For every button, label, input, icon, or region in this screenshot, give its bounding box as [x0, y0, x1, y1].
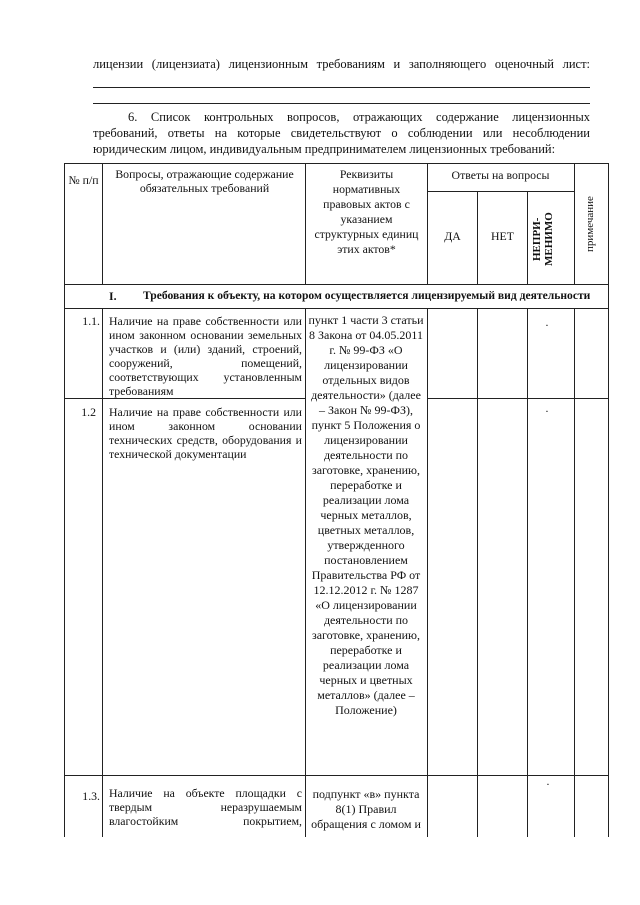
- row-number: 1.3.: [82, 789, 100, 803]
- table-border-right: [608, 163, 609, 837]
- mark-dot: ·: [545, 404, 549, 418]
- row-question: Наличие на объекте площадки с твердым неразрушаемым влагостойким покрытием,: [109, 786, 302, 828]
- row-1-1-bottom: [64, 398, 305, 399]
- col-divider-no: [527, 191, 528, 284]
- col-divider-acts: [427, 163, 428, 284]
- table-border-top: [64, 163, 608, 164]
- row-number: 1.2: [81, 405, 96, 419]
- row-acts-merged: пункт 1 части 3 статьи 8 Закона от 04.05.2011 г. № 99-ФЗ «О лицензировании отдельных видов деятельности» (далее – Закон № 99-ФЗ), пункт 5 Положения о лицензировании деятельности по заготовке, хранению, переработке и реализации лома черных металлов, цветных металлов, утвержденного постановлением Правительства РФ от 12.12.2012 г. № 1287 «О лицензировании деятельности по заготовке, хранению, переработке и реализации лома черных и цветных металлов» (далее – Положение): [308, 313, 424, 717]
- col-divider-num-body: [102, 308, 103, 837]
- header-num: № п/п: [68, 173, 99, 187]
- header-no: НЕТ: [491, 229, 514, 243]
- mark-dot: ·: [546, 777, 550, 791]
- col-divider-questions: [305, 163, 306, 284]
- col-divider-yes-body: [477, 308, 478, 837]
- col-divider-questions-body: [305, 308, 306, 837]
- section-number: I.: [109, 289, 117, 303]
- paragraph-6-line-1: 6. Список контрольных вопросов, отражающих содержание лицензионных: [128, 110, 590, 124]
- row-1-1-bottom-right: [427, 398, 608, 399]
- row-acts: подпункт «в» пункта 8(1) Правил обращения с ломом и: [311, 787, 421, 831]
- header-acts: Реквизиты нормативных правовых актов с указанием структурных единиц этих актов*: [314, 167, 419, 256]
- row-question: Наличие на праве собственности или ином законном основании технических средств, оборудования и технической документации: [109, 405, 302, 461]
- table-border-left: [64, 163, 65, 837]
- answers-subheader-line: [427, 191, 574, 192]
- section-bottom-line: [64, 308, 608, 309]
- section-title: Требования к объекту, на котором осуществляется лицензируемый вид деятельности: [143, 289, 591, 302]
- header-answers: Ответы на вопросы: [451, 168, 550, 182]
- row-number: 1.1.: [82, 314, 100, 328]
- header-questions: Вопросы, отражающие содержание обязательных требований: [115, 167, 294, 195]
- paragraph-6-line-2: требований, ответы на которые свидетельствуют о соблюдении или несоблюдении: [93, 126, 590, 140]
- mark-dot: ·: [545, 318, 549, 332]
- col-divider-acts-body: [427, 308, 428, 837]
- top-rule: [93, 103, 590, 104]
- col-divider-num: [102, 163, 103, 284]
- row-1-2-bottom: [64, 775, 608, 776]
- col-divider-na: [574, 163, 575, 284]
- intro-line-1: лицензии (лицензиата) лицензионным требованиям и заполняющего оценочный лист:: [93, 57, 590, 71]
- paragraph-6-line-3: юридическим лицом, индивидуальным предпринимателем лицензионных требований:: [93, 142, 556, 156]
- col-divider-no-body: [527, 308, 528, 837]
- row-question: Наличие на праве собственности или ином законном основании земельных участков и (или) зданий, строений, сооружений, помещений, соответствующих установленным требованиям: [109, 314, 302, 398]
- header-yes: ДА: [444, 229, 461, 243]
- col-divider-na-body: [574, 308, 575, 837]
- header-not-applicable: НЕПРИ-МЕНИМО: [531, 212, 555, 266]
- fill-in-line: [93, 87, 590, 88]
- header-bottom-line: [64, 284, 608, 285]
- header-note: примечание: [584, 196, 596, 252]
